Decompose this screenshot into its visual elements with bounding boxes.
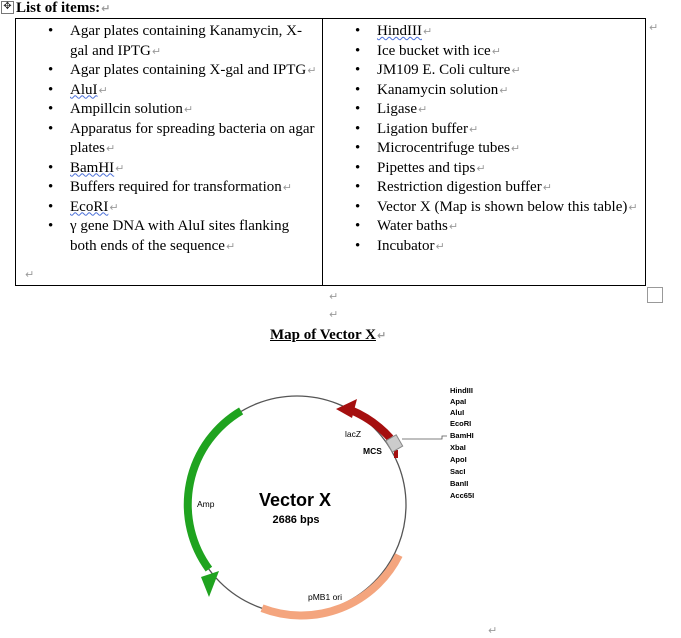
plasmid-map bbox=[0, 370, 681, 638]
list-item: • Buffers required for transformation↵ bbox=[48, 178, 318, 198]
spellcheck-text: Ampillcin solution bbox=[70, 101, 183, 117]
restriction-site-list bbox=[450, 386, 474, 500]
paragraph-mark-icon: ↵ bbox=[476, 161, 486, 175]
paragraph-mark-icon: ↵ bbox=[106, 142, 116, 155]
paragraph-mark-icon: ↵ bbox=[101, 2, 111, 15]
paragraph-mark-icon: ↵ bbox=[511, 64, 521, 77]
right-item-list bbox=[355, 22, 645, 256]
list-item: • Agar plates containing Kanamycin, X-gal and IPTG↵ bbox=[48, 22, 318, 61]
site-label: HindIII bbox=[450, 386, 473, 395]
paragraph-mark-icon: ↵ bbox=[435, 239, 445, 253]
paragraph-mark-icon: ↵ bbox=[423, 25, 433, 38]
list-item bbox=[48, 100, 318, 120]
paragraph-mark-icon: ↵ bbox=[417, 103, 428, 116]
list-item: • Ligation buffer↵ bbox=[355, 120, 645, 140]
ori-arc bbox=[262, 555, 399, 615]
table-move-handle-icon[interactable]: ✥ bbox=[1, 1, 14, 14]
list-item: • γ gene DNA with AluI sites flanking both ends of the sequence↵ bbox=[48, 217, 318, 256]
amp-arc bbox=[188, 411, 241, 569]
list-item: • Incubator↵ bbox=[355, 237, 645, 257]
site-label: BamHI bbox=[450, 431, 474, 440]
table-resize-handle[interactable] bbox=[647, 287, 663, 303]
mcs-label: MCS bbox=[363, 446, 382, 456]
ori-label: pMB1 ori bbox=[308, 592, 343, 602]
paragraph-mark-icon: ↵ bbox=[510, 142, 521, 155]
paragraph-mark-icon: ↵ bbox=[225, 239, 236, 253]
paragraph-mark-icon: ↵ bbox=[329, 308, 339, 321]
list-item: • Pipettes and tips↵ bbox=[355, 159, 645, 179]
list-item: • Vector X (Map is shown below this table)↵ bbox=[355, 198, 645, 218]
vector-name: Vector X bbox=[258, 490, 332, 510]
site-label: AluI bbox=[450, 408, 465, 417]
paragraph-mark-icon: ↵ bbox=[499, 83, 509, 97]
site-label: SacI bbox=[450, 467, 466, 476]
paragraph-mark-icon: ↵ bbox=[376, 329, 387, 342]
list-item: • Ligase↵ bbox=[355, 100, 645, 120]
paragraph-mark-icon: ↵ bbox=[307, 64, 317, 77]
left-item-list bbox=[48, 22, 318, 256]
paragraph-mark-icon: ↵ bbox=[282, 181, 292, 194]
list-item: • Microcentrifuge tubes↵ bbox=[355, 139, 645, 159]
paragraph-mark-icon: ↵ bbox=[491, 44, 501, 58]
row-end-mark-icon: ↵ bbox=[649, 21, 659, 34]
left-column bbox=[16, 19, 323, 285]
right-column bbox=[323, 19, 645, 285]
list-heading bbox=[16, 0, 110, 17]
paragraph-mark-icon: ↵ bbox=[183, 103, 194, 116]
list-item: • Ice bucket with ice↵ bbox=[355, 42, 645, 62]
list-item: • EcoRI↵ bbox=[48, 198, 318, 218]
vector-size: 2686 bps bbox=[272, 514, 320, 526]
list-heading-text: List of items: bbox=[16, 0, 101, 16]
items-table bbox=[15, 18, 646, 286]
site-label: XbaI bbox=[450, 443, 466, 452]
paragraph-mark-icon: ↵ bbox=[488, 624, 498, 637]
paragraph-mark-icon: ↵ bbox=[542, 181, 552, 194]
paragraph-mark-icon: ↵ bbox=[468, 122, 479, 136]
site-label: ApaI bbox=[450, 397, 467, 406]
list-item: • Agar plates containing X-gal and IPTG↵ bbox=[48, 61, 318, 81]
cell-end-mark-icon: ↵ bbox=[25, 268, 35, 281]
paragraph-mark-icon: ↵ bbox=[448, 220, 459, 233]
list-item: • JM109 E. Coli culture↵ bbox=[355, 61, 645, 81]
mcs-leader-line bbox=[402, 436, 447, 439]
paragraph-mark-icon: ↵ bbox=[98, 83, 108, 97]
list-item: • Kanamycin solution↵ bbox=[355, 81, 645, 101]
paragraph-mark-icon: ↵ bbox=[151, 44, 162, 58]
lacz-label: lacZ bbox=[345, 429, 362, 439]
site-label: Acc65I bbox=[450, 491, 475, 500]
paragraph-mark-icon: ↵ bbox=[115, 161, 125, 175]
amp-arrowhead bbox=[201, 571, 219, 597]
list-item: • BamHI↵ bbox=[48, 159, 318, 179]
amp-label: Amp bbox=[197, 499, 215, 509]
map-title: Map of Vector X↵ bbox=[270, 327, 387, 343]
site-label: ApoI bbox=[450, 455, 467, 464]
paragraph-mark-icon: ↵ bbox=[109, 200, 119, 214]
site-label: BanII bbox=[450, 479, 469, 488]
list-item: • HindIII↵ bbox=[355, 22, 645, 42]
paragraph-mark-icon: ↵ bbox=[628, 200, 638, 214]
list-item: • Restriction digestion buffer↵ bbox=[355, 178, 645, 198]
paragraph-mark-icon: ↵ bbox=[329, 290, 339, 303]
list-item: • Apparatus for spreading bacteria on agar plates↵ bbox=[48, 120, 318, 159]
list-item: • AluI↵ bbox=[48, 81, 318, 101]
list-item: • Water baths↵ bbox=[355, 217, 645, 237]
site-label: EcoRI bbox=[450, 419, 472, 428]
